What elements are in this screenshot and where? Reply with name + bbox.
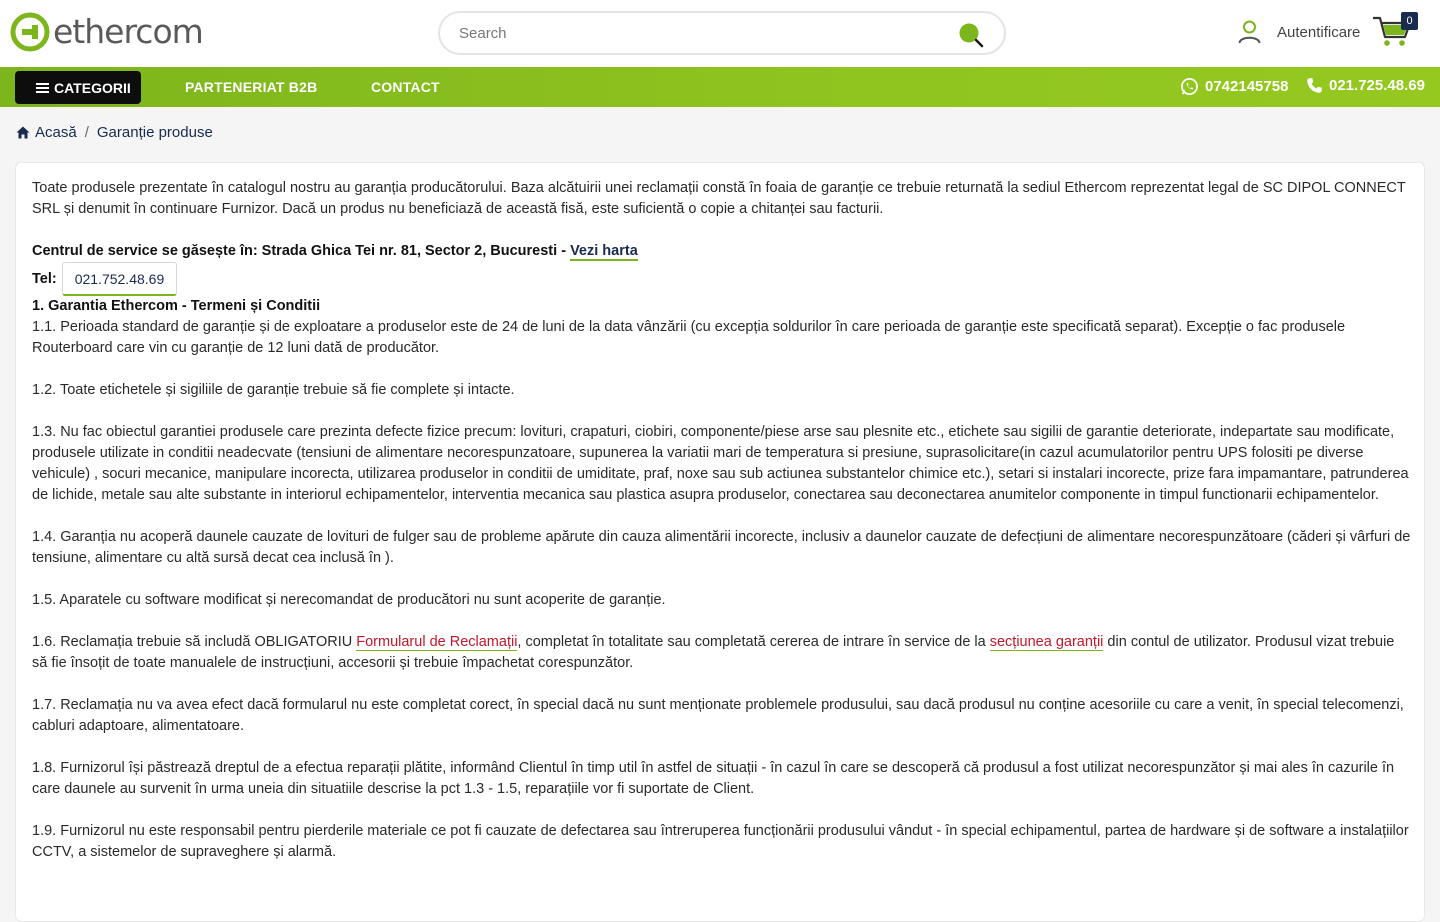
tel-button[interactable]: 021.752.48.69: [62, 262, 178, 296]
logo-mark-icon: [10, 12, 50, 52]
p1-6-text-a: 1.6. Reclamația trebuie să includă OBLIGATORIU: [32, 634, 357, 650]
cart-count-badge: 0: [1401, 12, 1418, 30]
login-label: Autentificare: [1277, 23, 1361, 41]
paragraph-1-1: 1.1. Perioada standard de garanție și de exploatare a produselor este de 24 de luni de la data vânzării (cu excepția soldurilor în care perioada de garanție este specificată separat). Excepție o fac produsele Routerboard care vin cu garanție de 12 luni dată de producător.: [32, 319, 1346, 356]
logo-text: ethercom: [53, 12, 203, 51]
section-title: 1. Garantia Ethercom - Termeni și Conditii: [32, 298, 321, 314]
user-icon: [1238, 20, 1261, 44]
tel-label: Tel:: [32, 270, 57, 287]
search-icon[interactable]: [958, 22, 984, 48]
whatsapp-phone: 0742145758: [1205, 78, 1289, 95]
categories-label: CATEGORII: [54, 79, 131, 96]
paragraph-1-2: 1.2. Toate etichetele și sigiliile de garanție trebuie să fie complete și intacte.: [32, 382, 515, 398]
nav-link-contact[interactable]: CONTACT: [371, 79, 440, 95]
breadcrumb-home[interactable]: Acasă: [35, 124, 77, 141]
p1-6-text-c: din contul de utilizator. Produsul vizat trebuie să fie însoțit de toate manualele de instrucțiuni, accesorii și trebuie împachetat corespunzător.: [32, 634, 1395, 671]
paragraph-1-8: 1.8. Furnizorul își păstrează dreptul de a efectua reparații plătite, informând Clientul în timp util în astfel de situații - în cazul în care se descoperă că produsul a fost utilizat necorespunzător și mai ales în cazurile în care daunele au survenit în urma uneia din situatiile descrise la pct 1.3 - 1.5, reparațiile vor fi suportate de Client.: [32, 760, 1395, 797]
paragraph-1-3: 1.3. Nu fac obiectul garantiei produsele care prezinta defecte fizice precum: lovituri, crapaturi, ciobiri, componente/piese arse sau plesnite etc., etichete sau sigilii de garantie deteriorate, indepartate sau modificate, produsele utilizate in conditii neadecvate (tensiuni de alimentare necorespunzatoare, supunerea la variatii mari de temperatura si presiune, suprasolicitare(in cazul acumulatorilor pentru UPS folositi pe diverse vehicule) , socuri mecanice, manipulare incorecta, utilizarea produselor in conditii de umiditate, praf, noxe sau sub actiunea substantelor chimice etc.), setari si instalari incorecte, prize fara impamantare, patrunderea de lichide, metale sau alte substante in interiorul echipamentelor, interventia mecanica sau plastica asupra produselor, conectarea sau deconectarea anumitelor componente in timpul functionarii echipamentelor.: [32, 424, 1409, 503]
p1-6-text-b: , completat în totalitate sau completată cererea de intrare în service de la: [517, 634, 990, 650]
paragraph-1-6: [32, 632, 1412, 674]
paragraph-1-4: 1.4. Garanția nu acoperă daunele cauzate de lovituri de fulger sau de probleme apărute din cauza alimentării incorecte, inclusiv a daunelor cauzate de defecțiuni de alimentare necorespunzătoare (căderi și vârfuri de tensiune, alimentare cu altă sursă decat cea inclusă în ).: [32, 529, 1411, 566]
content-card: [15, 162, 1425, 922]
logo[interactable]: [10, 12, 203, 52]
breadcrumb: [16, 124, 213, 141]
nav-link-b2b[interactable]: PARTENERIAT B2B: [185, 79, 318, 95]
login-link[interactable]: [1238, 20, 1360, 44]
paragraph-1-5: 1.5. Aparatele cu software modificat și nerecomandat de producători nu sunt acoperite de garanție.: [32, 592, 666, 608]
home-icon[interactable]: [16, 126, 30, 139]
breadcrumb-separator: /: [84, 124, 89, 141]
categories-button[interactable]: [15, 71, 141, 104]
service-center-text: Centrul de service se găsește în: Strada Ghica Tei nr. 81, Sector 2, Bucuresti -: [32, 243, 571, 259]
menu-icon: [36, 81, 49, 95]
warranty-content: [32, 178, 1412, 863]
landline-phone: 021.725.48.69: [1329, 77, 1425, 94]
landline-phone-link[interactable]: [1306, 77, 1425, 94]
tel-row: [32, 262, 1412, 296]
main-nav: [0, 67, 1440, 107]
service-center-line: [32, 241, 1412, 262]
whatsapp-phone-link[interactable]: [1180, 77, 1288, 96]
warranty-section-link[interactable]: secțiunea garanții: [989, 634, 1104, 650]
complaint-form-link[interactable]: Formularul de Reclamații: [356, 634, 518, 650]
paragraph-1-7: 1.7. Reclamația nu va avea efect dacă formularul nu este completat corect, în special dacă nu sunt menționate problemele produsului, sau dacă produsul nu conține acesoriile cu care a venit, în special telecomenzi, cabluri adaptoare, alimentatoare.: [32, 697, 1404, 734]
intro-paragraph: Toate produsele prezentate în catalogul nostru au garanția producătorului. Baza alcătuirii unei reclamații constă în foaia de garanție ce trebuie returnată la sediul Ethercom reprezentat legal de SC DIPOL CONNECT SRL și denumit în continuare Furnizor. Dacă un produs nu beneficiază de această fisă, este suficientă o copie a chitanței sau facturii.: [32, 180, 1406, 217]
breadcrumb-current: Garanție produse: [96, 124, 213, 141]
phone-icon: [1306, 77, 1323, 94]
map-link[interactable]: Vezi harta: [570, 243, 638, 259]
whatsapp-icon: [1180, 77, 1199, 96]
site-header: [0, 0, 1440, 67]
search-input[interactable]: [459, 22, 939, 44]
paragraph-1-9: 1.9. Furnizorul nu este responsabil pentru pierderile materiale ce pot fi cauzate de defectarea sau întreruperea funcționării produsului vândut - în special echipamentul, partea de hardware și de software a instalațiilor CCTV, a sistemelor de supraveghere și alarmă.: [32, 823, 1409, 860]
search-box: [438, 11, 1006, 55]
